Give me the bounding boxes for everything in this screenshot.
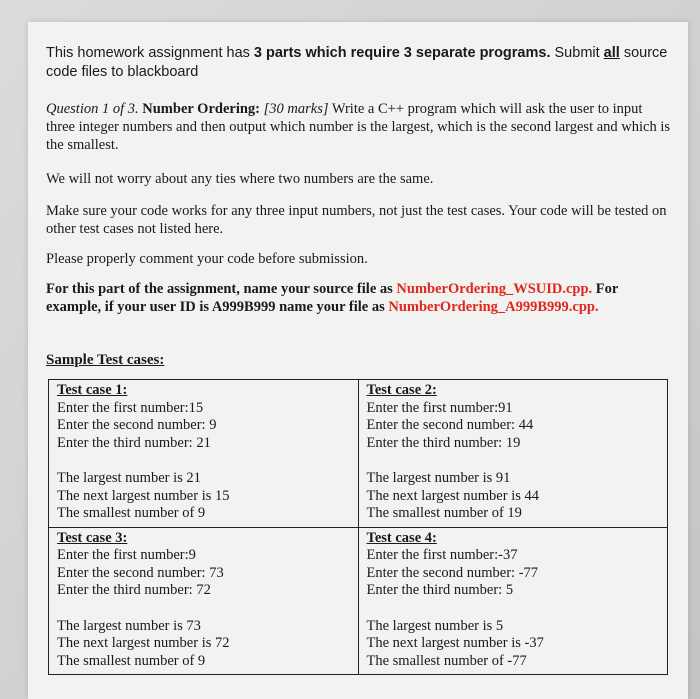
intro-bold-parts: 3 parts which require 3 separate programs. bbox=[253, 45, 551, 61]
test-cases-table bbox=[48, 379, 668, 675]
output-line: The smallest number of 9 bbox=[57, 505, 206, 521]
naming-filename: NumberOrdering_WSUID.cpp. bbox=[396, 281, 593, 297]
intro-bold-all: all bbox=[603, 45, 620, 61]
output-line: The smallest number of -77 bbox=[366, 652, 527, 669]
input-line: Enter the first number:91 bbox=[366, 399, 513, 416]
intro-text-3: source code files to blackboard bbox=[46, 45, 668, 80]
input-line: Enter the third number: 21 bbox=[57, 434, 211, 451]
output-line: The next largest number is 15 bbox=[57, 487, 230, 504]
output-line: The next largest number is 44 bbox=[366, 487, 539, 504]
comment-paragraph: Please properly comment your code before submission. bbox=[46, 251, 368, 267]
intro-text-1: This homework assignment has bbox=[46, 45, 254, 61]
test-case-title: Test case 4: bbox=[366, 529, 437, 546]
intro-text-2: Submit bbox=[550, 45, 604, 61]
test-case-cell bbox=[358, 527, 668, 675]
question-marks: [30 marks] bbox=[263, 101, 329, 117]
naming-example-filename: NumberOrdering_A999B999.cpp. bbox=[388, 299, 599, 315]
input-line: Enter the second number: -77 bbox=[366, 564, 539, 581]
test-case-title: Test case 1: bbox=[57, 382, 128, 398]
table-row bbox=[49, 380, 668, 528]
input-line: Enter the first number:15 bbox=[57, 399, 204, 416]
output-line: The largest number is 91 bbox=[366, 470, 511, 486]
question-text: Write a C++ program which will ask the user to input three integer numbers and then output which number is the largest, which is the second largest and which is the smallest. bbox=[46, 101, 671, 153]
input-line: Enter the second number: 9 bbox=[57, 417, 217, 433]
input-line: Enter the second number: 44 bbox=[366, 417, 534, 433]
test-note-paragraph: Make sure your code works for any three input numbers, not just the test cases. Your code will be tested on other test cases not listed here. bbox=[46, 203, 667, 237]
output-line: The largest number is 5 bbox=[366, 617, 504, 634]
question-title: Question 1 of 3. bbox=[46, 101, 139, 117]
input-line: Enter the third number: 19 bbox=[366, 434, 521, 451]
output-line: The next largest number is -37 bbox=[366, 635, 544, 651]
test-case-title: Test case 3: bbox=[57, 529, 128, 546]
input-line: Enter the third number: 72 bbox=[57, 582, 211, 598]
homework-page bbox=[28, 22, 688, 699]
output-line: The smallest number of 9 bbox=[57, 652, 206, 669]
output-line: The largest number is 73 bbox=[57, 617, 201, 634]
table-row bbox=[49, 527, 668, 675]
naming-text-1: For this part of the assignment, name your source file as bbox=[46, 281, 397, 297]
input-line: Enter the first number:-37 bbox=[366, 547, 518, 563]
question-name: Number Ordering: bbox=[142, 101, 261, 117]
test-case-title: Test case 2: bbox=[366, 382, 437, 398]
test-case-cell bbox=[358, 380, 668, 528]
output-line: The smallest number of 19 bbox=[366, 505, 522, 521]
input-line: Enter the second number: 73 bbox=[57, 564, 224, 581]
input-line: Enter the third number: 5 bbox=[366, 582, 514, 598]
ties-paragraph: We will not worry about any ties where two numbers are the same. bbox=[46, 171, 434, 187]
input-line: Enter the first number:9 bbox=[57, 547, 196, 563]
sample-heading: Sample Test cases: bbox=[46, 352, 165, 368]
intro-paragraph bbox=[46, 44, 676, 82]
test-case-cell bbox=[49, 380, 359, 528]
output-line: The next largest number is 72 bbox=[57, 635, 230, 651]
naming-paragraph bbox=[46, 280, 671, 316]
question-1-paragraph bbox=[46, 100, 671, 154]
test-case-cell bbox=[49, 527, 359, 675]
naming-text-2: For example, if your user ID is A999B999 name your file as bbox=[46, 281, 619, 315]
output-line: The largest number is 21 bbox=[57, 470, 201, 486]
